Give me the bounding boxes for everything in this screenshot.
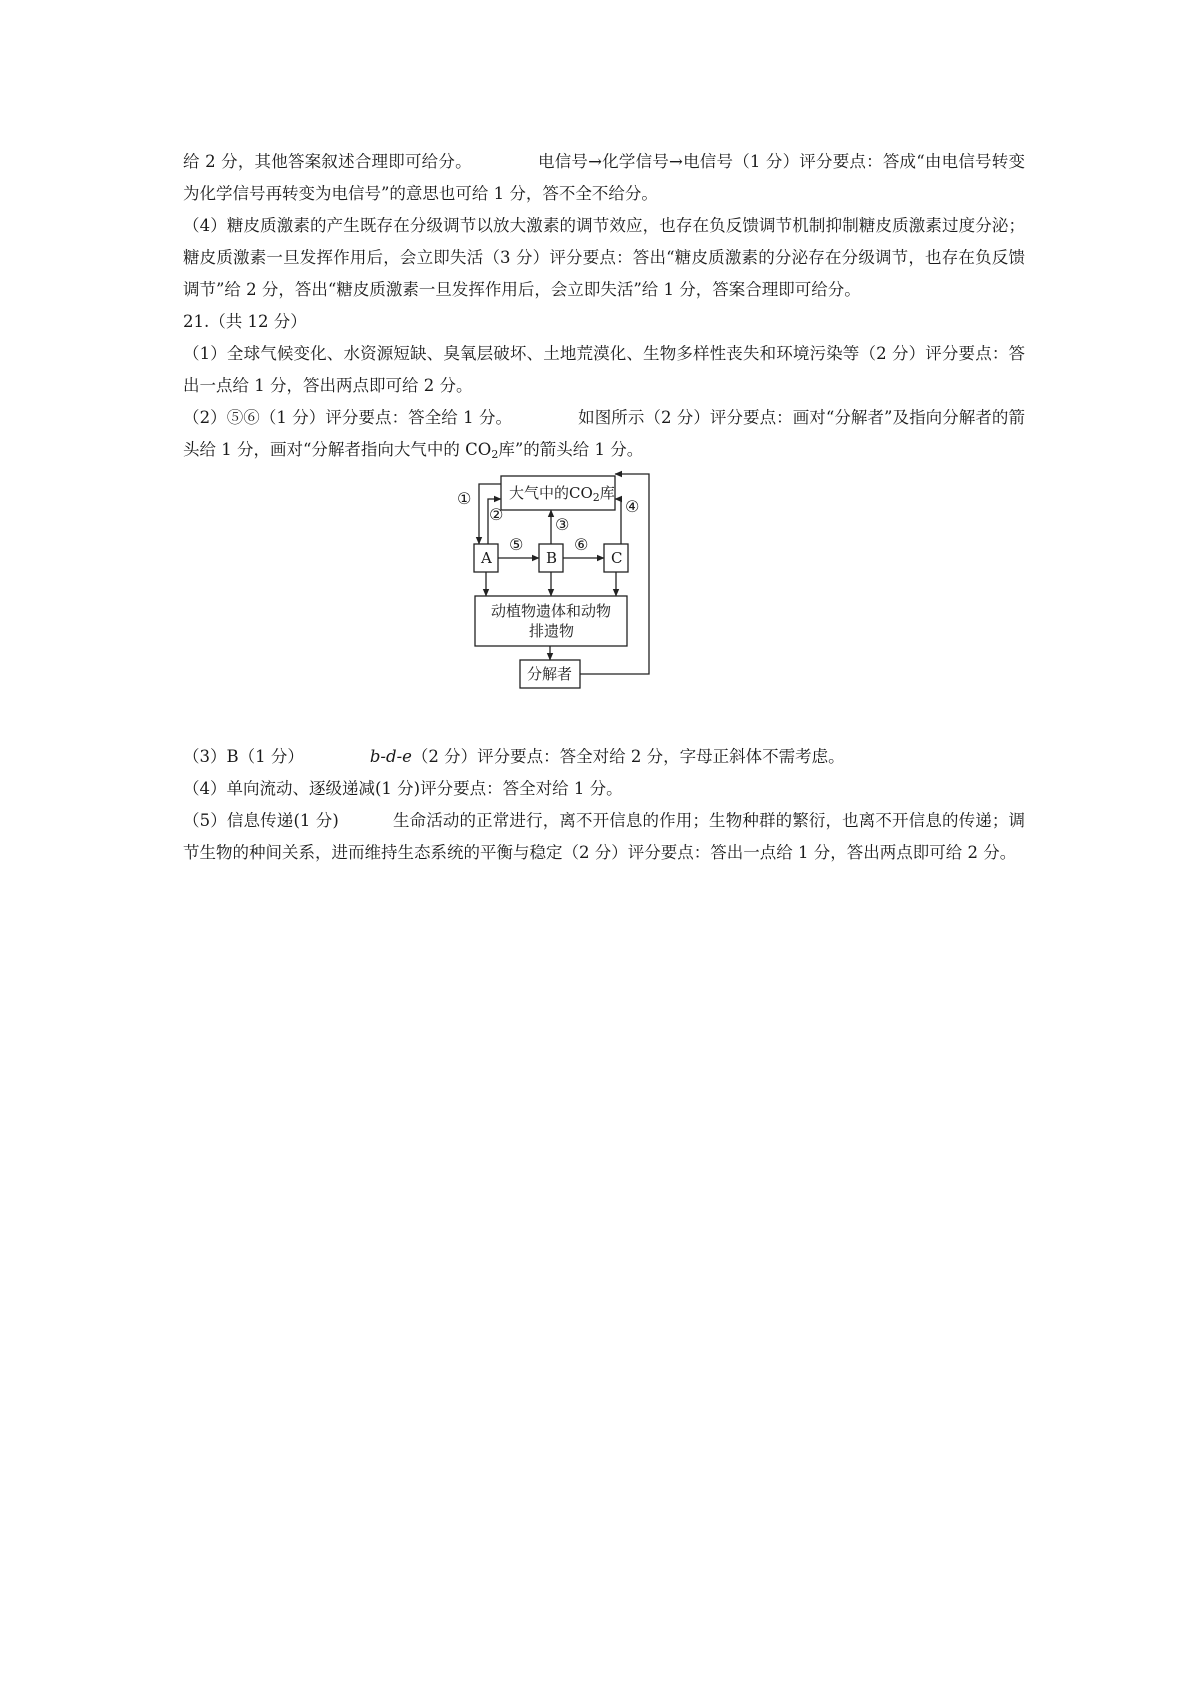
food-chain-answer: b-d-e: [369, 747, 412, 766]
answer-q21-1: （1）全球气候变化、水资源短缺、臭氧层破坏、土地荒漠化、生物多样性丧失和环境污染等（2 分）评分要点：答出一点给 1 分，答出两点即可给 2 分。: [183, 344, 1025, 395]
answer-q21-2: [183, 402, 1025, 466]
question-21-title: 21.（共 12 分）: [183, 312, 307, 331]
node-c-label: C: [611, 549, 623, 567]
answer-q21-5-part-a: （5）信息传递(1 分): [183, 811, 339, 830]
co2-pool-label: 大气中的$CO_2$库: [509, 484, 615, 504]
answer-q21-5: [183, 805, 1025, 869]
arrow-3-label: ③: [555, 515, 570, 534]
scoring-note: 给 2 分，其他答案叙述合理即可给分。: [183, 152, 472, 171]
node-a-label: A: [481, 549, 492, 567]
arrow-c-to-co2: [615, 499, 621, 544]
carbon-cycle-diagram: [183, 470, 1025, 735]
node-b-label: B: [546, 549, 558, 567]
arrow-4-label: ④: [625, 497, 640, 516]
arrow-6-label: ⑥: [574, 535, 589, 554]
decomposer-label: 分解者: [527, 665, 573, 683]
answer-q21-4: （4）单向流动、逐级递减(1 分)评分要点：答全对给 1 分。: [183, 779, 623, 798]
answer-signal-conversion: 电信号→化学信号→电信号（1 分）评分要点：答成“由电信号转变为化学信号再转变为电信号”的意思也可给 1 分，答不全不给分。: [183, 152, 1025, 203]
arrow-5-label: ⑤: [509, 535, 524, 554]
answer-q20-4: （4）糖皮质激素的产生既存在分级调节以放大激素的调节效应，也存在负反馈调节机制抑制糖皮质激素过度分泌；糖皮质激素一旦发挥作用后，会立即失活（3 分）评分要点：答出“糖皮质激素的分泌存在分级调节，也存在负反馈调节”给 2 分，答出“糖皮质激素一旦发挥作用后，会立即失活”给 1 分，答案合理即可给分。: [183, 216, 1025, 299]
remains-label-line2: 排遗物: [529, 622, 575, 640]
answer-page: [183, 146, 1025, 869]
answer-q21-2-part-b: 如图所示（2 分）评分要点：画对“分解者”及指向分解者的箭头给 1 分，画对“分解者指向大气中的 $CO_2$库”的箭头给 1 分。: [183, 408, 1025, 461]
remains-label-line1: 动植物遗体和动物: [491, 602, 612, 620]
arrow-1-label: ①: [457, 489, 472, 508]
answer-q21-3: [183, 741, 1025, 773]
answer-q21-2-part-a: （2）⑤⑥（1 分）评分要点：答全给 1 分。: [183, 408, 513, 427]
arrow-2-label: ②: [489, 505, 504, 524]
answer-q21-3-part-a: （3）B（1 分）: [183, 747, 304, 766]
answer-line-q20-3: [183, 146, 1025, 210]
answer-q21-5-part-b: 生命活动的正常进行，离不开信息的作用；生物种群的繁衍，也离不开信息的传递；调节生物的种间关系，进而维持生态系统的平衡与稳定（2 分）评分要点：答出一点给 1 分，答出两点即可给 2 分。: [183, 811, 1025, 862]
answer-q21-3-part-b: （2 分）评分要点：答全对给 2 分，字母正斜体不需考虑。: [411, 747, 845, 766]
